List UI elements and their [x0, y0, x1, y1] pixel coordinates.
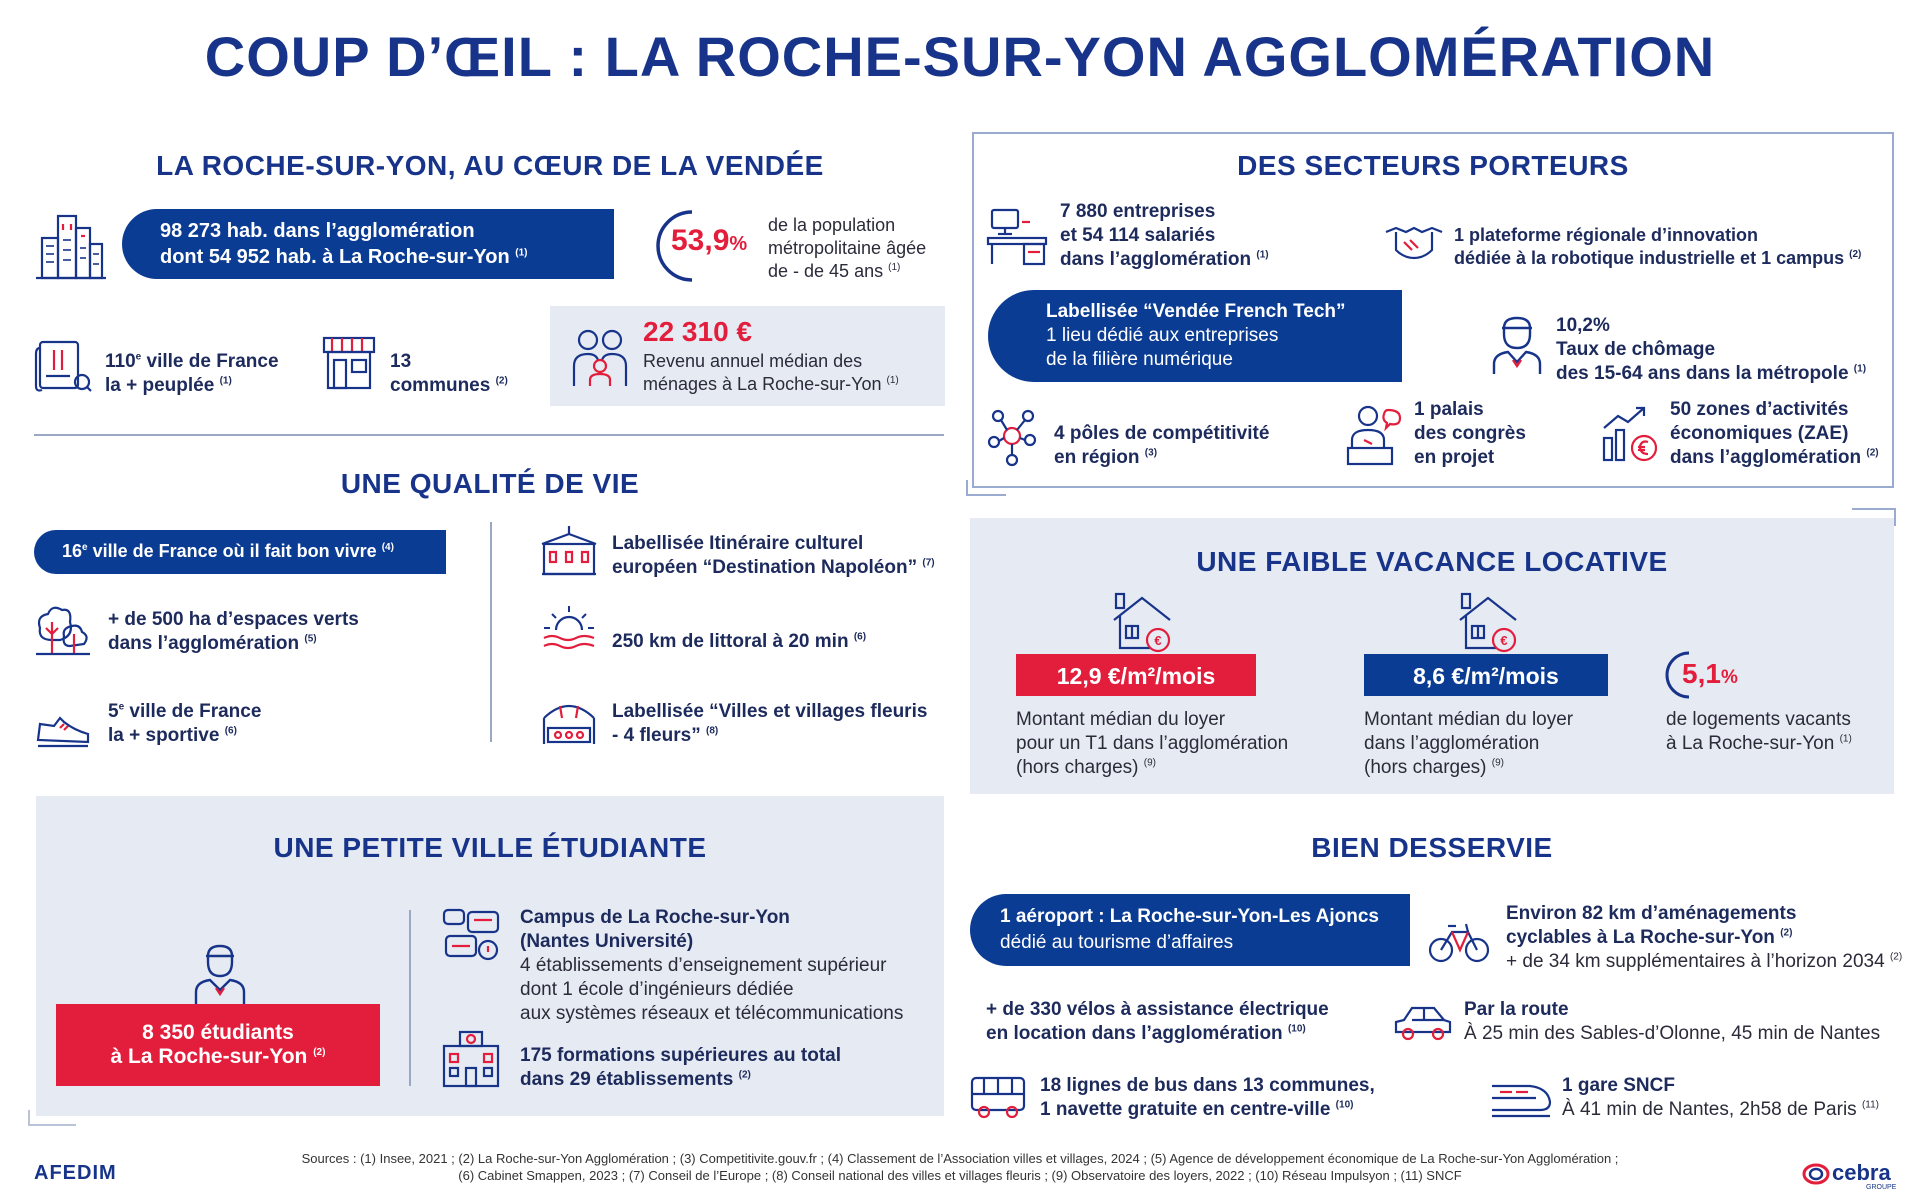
trees-icon — [34, 600, 92, 658]
monument-icon — [540, 522, 598, 580]
city-rank-text — [105, 350, 279, 398]
text-line: Labellisée “Villes et villages fleuris — [612, 701, 928, 722]
text-line: à La Roche-sur-Yon — [110, 1045, 308, 1068]
cycling-text — [1506, 902, 1902, 974]
source-ref: (1) — [1839, 733, 1852, 745]
high-speed-train-icon — [1490, 1080, 1552, 1120]
text-line: européen “Destination Napoléon” — [612, 557, 918, 578]
population-pill — [122, 209, 614, 279]
coastline-text — [612, 630, 866, 654]
source-ref: (9) — [1491, 757, 1505, 769]
green-spaces-text — [108, 608, 359, 656]
corner-ornament — [966, 480, 1006, 496]
text-line: Labellisée Itinéraire culturel — [612, 533, 864, 554]
network-nodes-icon — [986, 406, 1040, 468]
flower-garden-icon — [540, 692, 598, 750]
city-map-icon — [34, 336, 92, 394]
competitiveness-text — [1054, 422, 1269, 470]
afedim-logo: AFEDIM — [34, 1162, 117, 1184]
city-buildings-icon — [34, 208, 108, 282]
congress-hall-text — [1414, 398, 1526, 470]
source-ref: (7) — [922, 557, 935, 569]
text-line: économiques (ZAE) — [1670, 423, 1849, 444]
source-ref: (2) — [313, 1047, 326, 1058]
population-line-1: 98 273 hab. dans l’agglomération — [160, 220, 475, 242]
source-ref: (10) — [1335, 1099, 1354, 1111]
office-desk-icon — [986, 206, 1048, 266]
formations-text — [520, 1044, 841, 1092]
robotics-text — [1454, 224, 1861, 270]
source-ref: (1) — [888, 262, 901, 273]
text-line: en projet — [1414, 447, 1495, 468]
chat-bubbles-icon — [440, 906, 502, 968]
text-line: dans l’agglomération — [1670, 447, 1862, 468]
text-line: des 15-64 ans dans la métropole — [1556, 363, 1849, 384]
section-heading-roche: LA ROCHE-SUR-YON, AU CŒUR DE LA VENDÉE — [156, 150, 824, 181]
rank-number: 110 — [105, 351, 136, 372]
percent-unit: % — [729, 233, 748, 255]
sporty-city-text — [108, 700, 261, 748]
source-ref: (2) — [1889, 951, 1903, 963]
column-divider — [490, 522, 492, 742]
text-line: Montant médian du loyer — [1364, 709, 1574, 730]
source-ref: (9) — [1143, 757, 1157, 769]
text-line: dans l’agglomération — [108, 633, 300, 654]
napoleon-route-text — [612, 532, 935, 580]
section-heading-vacancy: UNE FAIBLE VACANCE LOCATIVE — [1196, 546, 1668, 577]
text-line: 1 aéroport : La Roche-sur-Yon-Les Ajoncs — [1000, 906, 1379, 927]
percent-unit: % — [1720, 667, 1738, 688]
source-ref: (6) — [853, 631, 867, 643]
text-line: 8 350 étudiants — [142, 1021, 294, 1044]
cebra-subtitle: GROUPE — [1866, 1184, 1897, 1191]
text-line: ville de France où il fait bon vivre — [87, 541, 377, 561]
text-line: ville de France — [141, 351, 279, 372]
text-line: 4 pôles de compétitivité — [1054, 423, 1270, 444]
text-line: la + sportive — [108, 725, 220, 746]
train-station-text — [1562, 1074, 1879, 1122]
source-ref: (5) — [304, 633, 317, 645]
road-access-text — [1464, 998, 1880, 1046]
campus-text — [520, 906, 903, 1026]
average-rent-value: 8,6 €/m²/mois — [1364, 654, 1608, 696]
text-line: 1 lieu dédié aux entreprises — [1046, 325, 1279, 346]
text-line: de logements vacants — [1666, 709, 1851, 730]
bus-lines-text — [1040, 1074, 1375, 1122]
percent-value: 53,9 — [671, 224, 730, 257]
ebike-rental-text — [986, 998, 1329, 1046]
text-line: dédié au tourisme d’affaires — [1000, 932, 1234, 953]
text-line: Campus de La Roche-sur-Yon — [520, 907, 790, 928]
text-line: 18 lignes de bus dans 13 communes, — [1040, 1075, 1375, 1096]
text-line: (hors charges) — [1016, 757, 1139, 778]
text-line: 7 880 entreprises — [1060, 201, 1216, 222]
source-ref: (4) — [381, 542, 394, 553]
page-title: COUP D’ŒIL : LA ROCHE-SUR-YON AGGLOMÉRATION — [204, 25, 1716, 88]
car-icon — [1392, 1000, 1454, 1044]
source-ref: (10) — [1287, 1023, 1306, 1035]
text-line: 4 établissements d’enseignement supérieur — [520, 955, 887, 976]
text-line: Labellisée “Vendée French Tech” — [1046, 301, 1346, 322]
bus-icon — [970, 1074, 1026, 1120]
worker-icon — [1490, 316, 1544, 376]
text-line: métropolitaine âgée — [768, 238, 927, 258]
section-divider — [34, 434, 944, 436]
cebra-logo — [1800, 1158, 1900, 1194]
young-population-text — [768, 214, 926, 283]
text-line: 250 km de littoral à 20 min — [612, 631, 849, 652]
house-euro-icon — [1456, 592, 1520, 654]
companies-text — [1060, 200, 1269, 272]
students-count-box — [56, 1004, 380, 1086]
text-line: ménages à La Roche-sur-Yon — [643, 374, 882, 394]
median-income-value: 22 310 € — [643, 316, 752, 347]
text-line: Revenu annuel médian des — [643, 351, 863, 371]
text-line: la + peuplée — [105, 375, 215, 396]
shop-storefront-icon — [320, 334, 378, 392]
communes-text — [390, 350, 508, 398]
best-city-pill — [34, 530, 446, 574]
text-line: 10,2% — [1556, 315, 1610, 336]
unemployment-text — [1556, 314, 1866, 386]
text-line: dédiée à la robotique industrielle et 1 campus — [1454, 248, 1845, 268]
business-zones-text — [1670, 398, 1879, 470]
source-ref: (2) — [1866, 447, 1879, 459]
text-line: dans l’agglomération — [1060, 249, 1252, 270]
text-line: en location dans l’agglomération — [986, 1023, 1283, 1044]
university-building-icon — [440, 1028, 502, 1090]
average-rent-text — [1364, 708, 1573, 780]
rank-number: 16 — [62, 541, 83, 561]
bicycle-icon — [1428, 918, 1490, 966]
section-heading-quality: UNE QUALITÉ DE VIE — [340, 468, 640, 499]
french-tech-pill — [988, 290, 1402, 382]
sunset-sea-icon — [540, 600, 598, 658]
text-line: Sources : (1) Insee, 2021 ; (2) La Roche-sur-Yon Agglomération ; (3) Competitivite.gouv.fr ; (4) Classement de l’Association villes et villages, 2024 ; (5) Agence de développement économique de La Roche-sur-Yon Agglomération ; — [301, 1151, 1619, 1166]
percent-value: 5,1 — [1682, 658, 1721, 689]
section-heading-students: UNE PETITE VILLE ÉTUDIANTE — [273, 832, 707, 863]
sneaker-icon — [34, 700, 92, 758]
vacancy-percent — [1682, 658, 1738, 690]
source-ref: (3) — [1144, 447, 1158, 459]
section-heading-transport: BIEN DESSERVIE — [1311, 832, 1553, 863]
source-ref: (2) — [738, 1069, 751, 1081]
text-line: à La Roche-sur-Yon — [1666, 733, 1835, 754]
svg-text:€: € — [1154, 633, 1162, 648]
ordinal-suffix: e — [135, 351, 142, 363]
text-line: ville de France — [124, 701, 262, 722]
text-line: des congrès — [1414, 423, 1526, 444]
text-line: + de 330 vélos à assistance électrique — [986, 999, 1329, 1020]
source-ref: (2) — [1780, 927, 1793, 939]
source-ref: (2) — [1849, 249, 1862, 260]
text-line: de - de 45 ans — [768, 261, 884, 281]
text-line: + de 34 km supplémentaires à l’horizon 2034 — [1506, 951, 1885, 972]
svg-text:€: € — [1500, 633, 1508, 648]
sources-footnote — [160, 1150, 1760, 1184]
text-line: + de 500 ha d’espaces verts — [108, 609, 359, 630]
text-line: À 25 min des Sables-d’Olonne, 45 min de Nantes — [1464, 1023, 1881, 1044]
t1-rent-text — [1016, 708, 1288, 780]
text-line: dans 29 établissements — [520, 1069, 734, 1090]
source-ref: (1) — [886, 375, 899, 386]
text-line: Environ 82 km d’aménagements — [1506, 903, 1797, 924]
source-ref: (1) — [1256, 249, 1269, 261]
rank-number: 5 — [108, 701, 119, 722]
text-line: 50 zones d’activités — [1670, 399, 1849, 420]
text-line: 175 formations supérieures au total — [520, 1045, 841, 1066]
text-line: de la population — [768, 215, 896, 235]
text-line: aux systèmes réseaux et télécommunications — [520, 1003, 904, 1024]
ordinal-suffix: e — [118, 701, 125, 713]
text-line: 1 palais — [1414, 399, 1484, 420]
flowered-city-text — [612, 700, 927, 748]
growth-chart-euro-icon — [1600, 404, 1660, 464]
communes-count: 13 — [390, 351, 412, 372]
corner-ornament — [28, 1110, 76, 1126]
t1-rent-value: 12,9 €/m²/mois — [1016, 654, 1256, 696]
median-income-text — [643, 350, 899, 396]
text-line: cyclables à La Roche-sur-Yon — [1506, 927, 1775, 948]
text-line: Montant médian du loyer — [1016, 709, 1226, 730]
source-ref: (8) — [705, 725, 719, 737]
young-population-percent — [671, 224, 747, 258]
source-ref: (6) — [224, 725, 237, 737]
population-line-2: dont 54 952 hab. à La Roche-sur-Yon — [160, 246, 510, 268]
source-ref: (11) — [1861, 1099, 1880, 1111]
ordinal-suffix: e — [82, 542, 88, 553]
text-line: (6) Cabinet Smappen, 2023 ; (7) Conseil de l’Europe ; (8) Conseil national des villes et villages fleuris ; (9) Observatoire des loyers, 2022 ; (10) Réseau Impulsyon ; (11) SNCF — [458, 1168, 1462, 1183]
text-line: dans l’agglomération — [1364, 733, 1540, 754]
text-line: - 4 fleurs” — [612, 725, 701, 746]
text-line: 1 navette gratuite en centre-ville — [1040, 1099, 1331, 1120]
source-ref: (2) — [495, 375, 508, 387]
text-line: dont 1 école d’ingénieurs dédiée — [520, 979, 794, 1000]
text-line: en région — [1054, 447, 1140, 468]
vacancy-text — [1666, 708, 1852, 756]
text-line: (Nantes Université) — [520, 931, 694, 952]
section-heading-sectors: DES SECTEURS PORTEURS — [1237, 150, 1629, 181]
student-icon — [190, 942, 250, 1006]
house-euro-icon — [1110, 592, 1174, 654]
text-line: À 41 min de Nantes, 2h58 de Paris — [1562, 1099, 1857, 1120]
handshake-icon — [1384, 218, 1444, 268]
source-ref: (1) — [1853, 363, 1867, 375]
cebra-wordmark: cebra — [1832, 1160, 1891, 1185]
text-line: Par la route — [1464, 999, 1569, 1020]
text-line: de la filière numérique — [1046, 349, 1233, 370]
text-line: 1 gare SNCF — [1562, 1075, 1675, 1096]
column-divider — [409, 910, 411, 1086]
text-line: et 54 114 salariés — [1060, 225, 1216, 246]
speaker-podium-icon — [1344, 404, 1404, 466]
source-ref: (1) — [219, 375, 232, 387]
text-line: communes — [390, 375, 491, 396]
family-icon — [570, 326, 630, 390]
text-line: Taux de chômage — [1556, 339, 1716, 360]
text-line: 1 plateforme régionale d’innovation — [1454, 225, 1759, 245]
airport-pill — [970, 894, 1410, 966]
text-line: (hors charges) — [1364, 757, 1487, 778]
text-line: pour un T1 dans l’agglomération — [1016, 733, 1289, 754]
source-ref: (1) — [515, 247, 528, 259]
